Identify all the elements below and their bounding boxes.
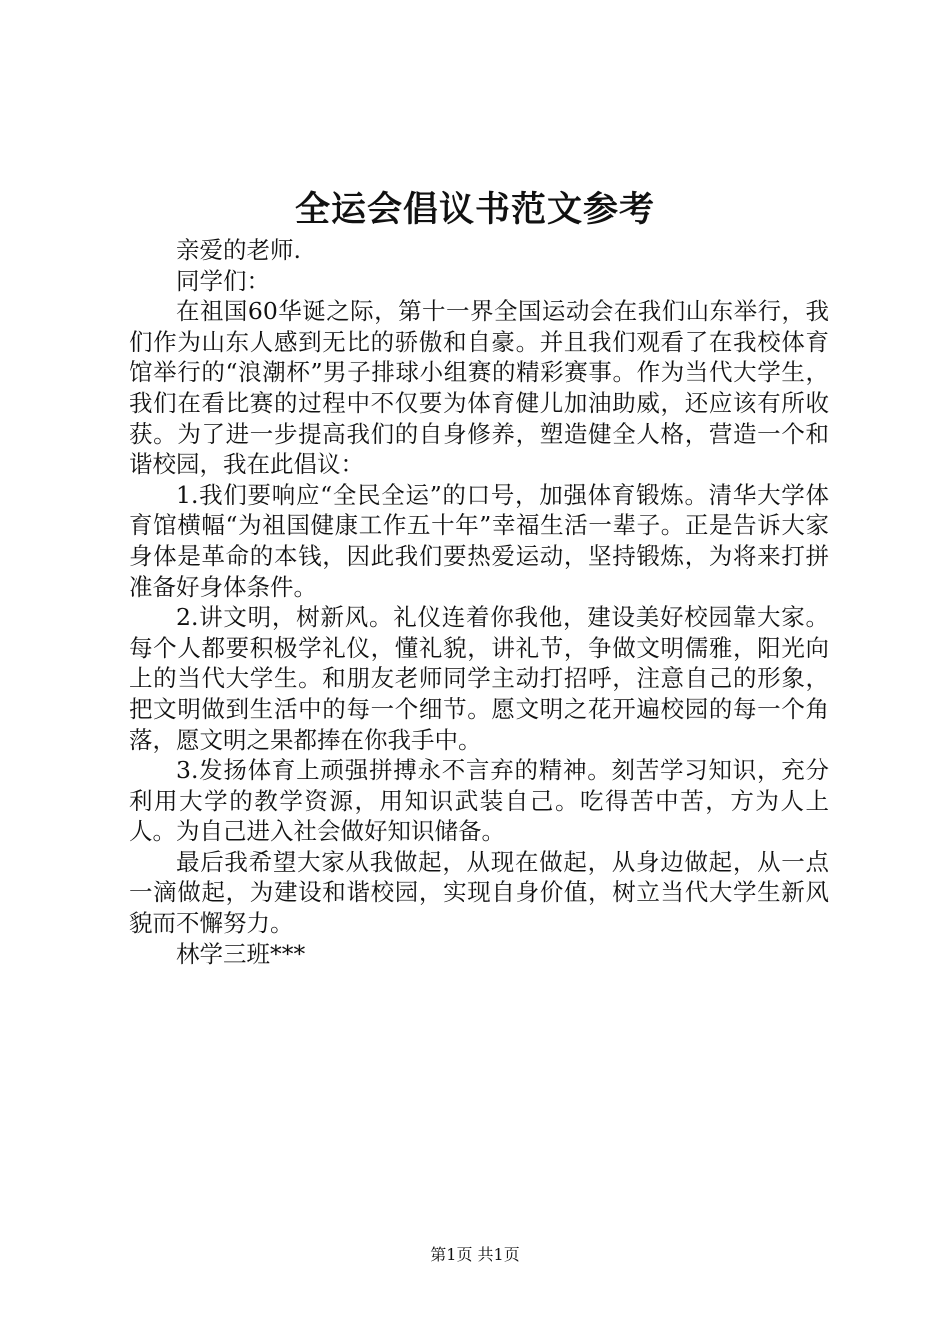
signature: 林学三班*** (176, 939, 306, 968)
closing-paragraph: 最后我希望大家从我做起，从现在做起，从身边做起，从一点一滴做起，为建设和谐校园，实现自身价值，树立当代大学生新风貌而不懈努力。 (129, 847, 829, 938)
document-title: 全运会倡议书范文参考 (294, 189, 655, 230)
page-footer: 第1页 共1页 (430, 1245, 520, 1264)
document-body (129, 235, 829, 969)
proposal-item-1: 1.我们要响应“全民全运”的口号，加强体育锻炼。清华大学体育馆横幅“为祖国健康工作五十年”幸福生活一辈子。正是告诉大家身体是革命的本钱，因此我们要热爱运动，坚持锻炼，为将来打拼准备好身体条件。 (129, 480, 829, 601)
intro-paragraph: 在祖国60华诞之际，第十一界全国运动会在我们山东举行，我们作为山东人感到无比的骄傲和自豪。并且我们观看了在我校体育馆举行的“浪潮杯”男子排球小组赛的精彩赛事。作为当代大学生，我们在看比赛的过程中不仅要为体育健儿加油助威，还应该有所收获。为了进一步提高我们的自身修养，塑造健全人格，营造一个和谐校园，我在此倡议： (129, 297, 829, 479)
proposal-item-3: 3.发扬体育上顽强拼搏永不言弃的精神。刻苦学习知识，充分利用大学的教学资源，用知识武装自己。吃得苦中苦，方为人上人。为自己进入社会做好知识储备。 (129, 756, 829, 846)
salutation-line: 同学们： (176, 266, 270, 295)
salutation-line: 亲爱的老师. (176, 236, 301, 264)
proposal-item-2: 2.讲文明，树新风。礼仪连着你我他，建设美好校园靠大家。每个人都要积极学礼仪，懂礼貌，讲礼节，争做文明儒雅，阳光向上的当代大学生。和朋友老师同学主动打招呼，注意自己的形象，把文明做到生活中的每一个细节。愿文明之花开遍校园的每一个角落，愿文明之果都捧在你我手中。 (129, 603, 829, 754)
